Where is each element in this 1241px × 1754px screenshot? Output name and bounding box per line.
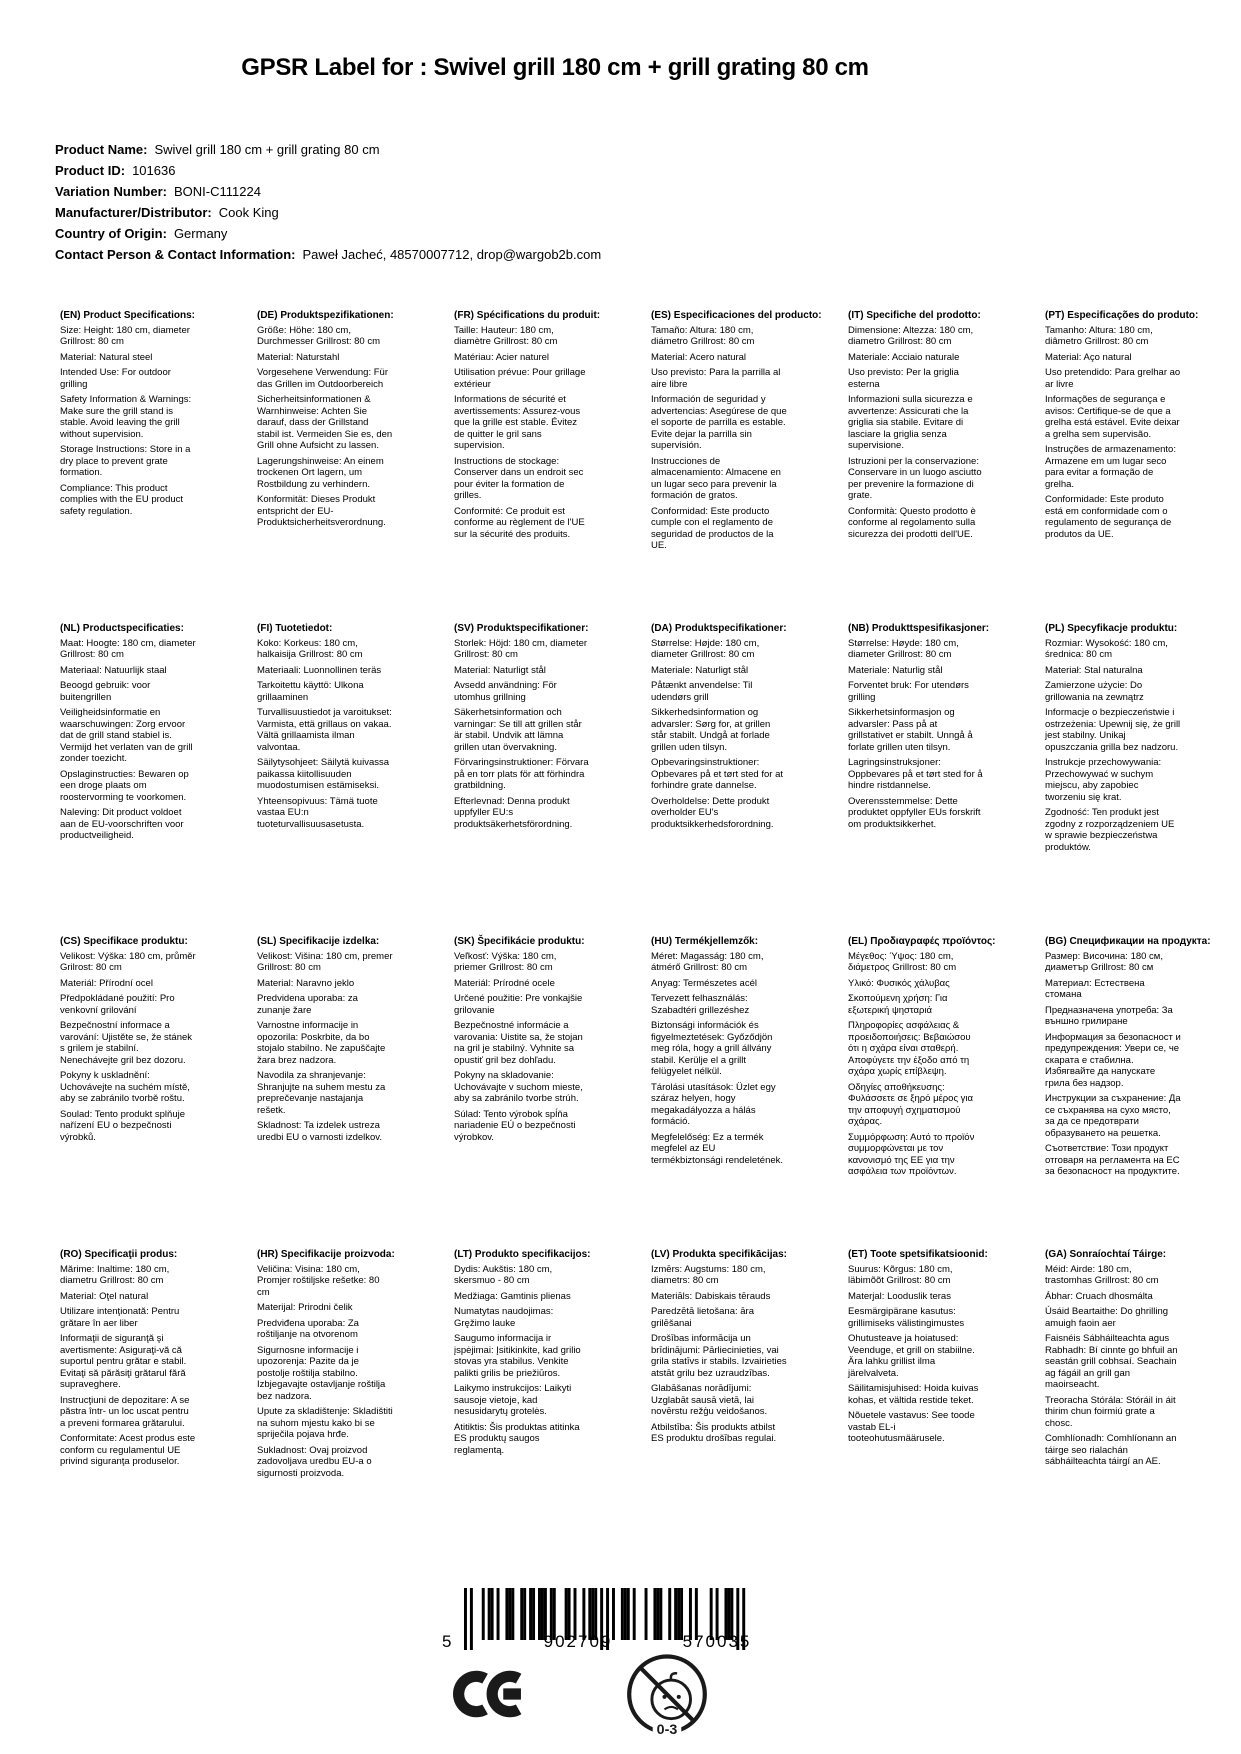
- language-block-paragraph: Varnostne informacije in opozorila: Poskrbite, da bo stojalo stabilno. Ne zapuščajte žara brez nadzora.: [257, 1020, 386, 1066]
- language-block-paragraph: Bezpečnostní informace a varování: Ujistěte se, že stánek s grilem je stabilní. Nenechávejte gril bez dozoru.: [60, 1020, 193, 1066]
- language-block-paragraph: Conformità: Questo prodotto è conforme al regolamento sulla sicurezza dei prodotti dell'UE.: [848, 505, 976, 540]
- language-block-paragraph: Förvaringsinstruktioner: Förvara på en torr plats för att förhindra gratbildning.: [454, 757, 589, 791]
- age-warning-0-3-icon: [625, 1652, 709, 1740]
- language-block-paragraph: Laikymo instrukcijos: Laikyti sausoje vietoje, kad nesusidarytų grotelės.: [454, 1383, 572, 1417]
- language-block-paragraph: Størrelse: Høyde: 180 cm, diameter Grillrost: 80 cm: [848, 637, 959, 660]
- language-block-nb: [848, 623, 990, 936]
- language-block-paragraph: Materiál: Přírodní ocel: [60, 977, 153, 989]
- language-block-paragraph: Πληροφορίες ασφάλειας & προειδοποιήσεις: Βεβαιώσου ότι η σχάρα είναι σταθερή. Αποφύγετε την έξοδο από τη σχάρα χωρίς επίβλεψη.: [848, 1020, 971, 1077]
- language-block-heading: (RO) Specificaţii produs:: [60, 1249, 178, 1260]
- language-block-paragraph: Suurus: Kõrgus: 180 cm, läbimõõt Grillrost: 80 cm: [848, 1263, 953, 1286]
- barcode-digits-right: 570035: [682, 1632, 752, 1651]
- language-block-paragraph: Sikkerhedsinformation og advarsler: Sørg for, at grillen står stabilt. Undgå at forlade grillen uden tilsyn.: [651, 707, 771, 753]
- language-block-paragraph: Veličina: Visina: 180 cm, Promjer roštiljske rešetke: 80 cm: [257, 1263, 380, 1298]
- barcode-digit-prefix: 5: [442, 1632, 452, 1651]
- language-block-hr: [257, 1249, 393, 1562]
- product-info-row: [55, 223, 601, 244]
- language-block-heading: (CS) Specifikace produktu:: [60, 936, 188, 947]
- product-info-label: Product ID:: [55, 163, 126, 178]
- language-block-heading: (LT) Produkto specifikacijos:: [454, 1249, 591, 1260]
- language-block-heading: (SV) Produktspecifikationer:: [454, 623, 589, 634]
- product-info-value: BONI-C111224: [173, 184, 261, 199]
- language-block-paragraph: Instrucciones de almacenamiento: Almacene en un lugar seco para prevenir la formación de gratos.: [651, 455, 781, 501]
- language-block-paragraph: Ábhar: Cruach dhosmálta: [1045, 1290, 1153, 1302]
- language-block-paragraph: Tervezett felhasználás: Szabadtéri grillezéshez: [651, 993, 750, 1016]
- language-block-heading: (IT) Specifiche del prodotto:: [848, 310, 981, 321]
- language-block-paragraph: Turvallisuustiedot ja varoitukset: Varmista, että grillaus on vakaa. Vältä grillaamista ilman valvontaa.: [257, 707, 392, 753]
- language-block-paragraph: Informaţii de siguranţă şi avertismente: Asiguraţi-vă că suportul pentru grătar e stabil. Evitaţi să părăsiţi grătarul fără supraveghere.: [60, 1333, 187, 1390]
- language-block-paragraph: Conformidade: Este produto está em conformidade com o regulamento de segurança de produtos da UE.: [1045, 494, 1172, 540]
- language-block-heading: (SK) Špecifikácie produktu:: [454, 936, 585, 947]
- language-block-fi: [257, 623, 393, 936]
- language-block-et: [848, 1249, 988, 1562]
- language-block-heading: (NB) Produkttspesifikasjoner:: [848, 623, 990, 634]
- language-block-paragraph: Compliance: This product complies with the EU product safety regulation.: [60, 482, 184, 517]
- language-block-pl: [1045, 623, 1181, 936]
- product-info-value: 101636: [132, 163, 176, 178]
- product-info-row: [55, 160, 601, 181]
- language-blocks-grid: [60, 310, 1211, 1562]
- language-block-de: [257, 310, 393, 623]
- language-block-paragraph: Izmērs: Augstums: 180 cm, diametrs: 80 cm: [651, 1263, 766, 1286]
- language-block-pt: [1045, 310, 1199, 623]
- language-block-paragraph: Instruções de armazenamento: Armazene em um lugar seco para evitar a formação de grelha.: [1045, 444, 1176, 490]
- language-block-paragraph: Materijal: Prirodni čelik: [257, 1302, 353, 1313]
- language-block-paragraph: Uso previsto: Para la parrilla al aire libre: [651, 367, 781, 390]
- language-block-paragraph: Navodila za shranjevanje: Shranjujte na suhem mestu za preprečevanje nastajanja rešetk.: [257, 1070, 386, 1116]
- language-block-paragraph: Maat: Hoogte: 180 cm, diameter Grillrost: 80 cm: [60, 637, 196, 660]
- language-block-paragraph: Yhteensopivuus: Tämä tuote vastaa EU:n tuoteturvallisuusasetusta.: [257, 795, 378, 830]
- language-block-heading: (DA) Produktspecifikationer:: [651, 623, 787, 634]
- language-block-da: [651, 623, 787, 936]
- language-block-paragraph: Overholdelse: Dette produkt overholder EU's produktsikkerhedsforordning.: [651, 795, 774, 830]
- language-block-fr: [454, 310, 601, 623]
- language-block-paragraph: Sigurnosne informacije i upozorenja: Pazite da je postolje roštilja stabilno. Izbjegavajte ostavljanje roštilja bez nadzora.: [257, 1344, 386, 1402]
- language-block-paragraph: Eesmärgipärane kasutus: grillimiseks välistingimustes: [848, 1306, 965, 1329]
- language-block-paragraph: Säkerhetsinformation och varningar: Se till att grillen står är stabil. Undvik att lämna grillen utan övervakning.: [454, 707, 582, 753]
- language-block-paragraph: Informazioni sulla sicurezza e avvertenze: Assicurati che la griglia sia stabile. Evitare di lasciare la griglia senza supervisione.: [848, 394, 973, 451]
- language-block-paragraph: Sicherheitsinformationen & Warnhinweise: Achten Sie darauf, dass der Grillstand stabil ist. Vermeiden Sie es, den Grill ohne Aufsicht zu lassen.: [257, 394, 393, 451]
- ce-mark-icon: [452, 1666, 534, 1722]
- language-block-sl: [257, 936, 393, 1249]
- language-block-paragraph: Avsedd användning: För utomhus grillning: [454, 680, 557, 703]
- language-block-paragraph: Megfelelőség: Ez a termék megfelel az EU termékbiztonsági rendeletének.: [651, 1131, 784, 1166]
- language-block-paragraph: Materiale: Acciaio naturale: [848, 351, 960, 363]
- language-block-paragraph: Размер: Височина: 180 см, диаметър Grillrost: 80 см: [1045, 950, 1163, 973]
- language-block-sv: [454, 623, 590, 936]
- language-block-heading: (ET) Toote spetsifikatsioonid:: [848, 1249, 988, 1260]
- language-block-paragraph: Taille: Hauteur: 180 cm, diamètre Grillrost: 80 cm: [454, 324, 558, 347]
- language-block-paragraph: Lagringsinstruksjoner: Oppbevares på et tørt sted for å hindre ristdannelse.: [848, 757, 983, 791]
- language-block-paragraph: Naleving: Dit product voldoet aan de EU-voorschriften voor productveiligheid.: [60, 807, 184, 841]
- language-block-paragraph: Medžiaga: Gamtinis plienas: [454, 1290, 571, 1302]
- language-block-paragraph: Comhlíonadh: Comhlíonann an táirge seo rialachán sábháilteachta táirgí an AE.: [1045, 1433, 1177, 1467]
- language-block-paragraph: Storlek: Höjd: 180 cm, diameter Grillrost: 80 cm: [454, 637, 588, 660]
- product-info-row: [55, 244, 601, 265]
- language-block-paragraph: Overensstemmelse: Dette produktet oppfyller EUs forskrift om produktsikkerhet.: [848, 795, 981, 830]
- language-block-paragraph: Storage Instructions: Store in a dry place to prevent grate formation.: [60, 444, 191, 478]
- language-block-paragraph: Saugumo informacija ir įspėjimai: Įsitikinkite, kad grilio stovas yra stabilus. Venkite palikti grilis be priežiūros.: [454, 1333, 581, 1379]
- language-block-paragraph: Bezpečnostné informácie a varovania: Uistite sa, že stojan na gril je stabilný. Vyhnite sa opustiť gril bez dohľadu.: [454, 1020, 583, 1066]
- language-block-paragraph: Conformidad: Este producto cumple con el reglamento de seguridad de productos de la UE.: [651, 505, 774, 551]
- language-block-paragraph: Tamaño: Altura: 180 cm, diámetro Grillrost: 80 cm: [651, 324, 755, 347]
- language-block-heading: (FI) Tuotetiedot:: [257, 623, 333, 634]
- language-block-heading: (NL) Productspecificaties:: [60, 623, 184, 634]
- product-info-value: Swivel grill 180 cm + grill grating 80 cm: [154, 142, 380, 157]
- language-block-paragraph: Съответствие: Този продукт отговаря на регламента на ЕС за безопасност на продуктите.: [1045, 1143, 1180, 1177]
- language-block-paragraph: Treoracha Stórála: Stóráil in áit thirim chun foirmiú grate a chosc.: [1045, 1394, 1176, 1429]
- language-block-paragraph: Opbevaringsinstruktioner: Opbevares på et tørt sted for at forhindre grate dannelse.: [651, 757, 784, 791]
- language-block-heading: (FR) Spécifications du produit:: [454, 310, 601, 321]
- language-block-paragraph: Glabāšanas norādījumi: Uzglabāt sausā vietā, lai novērstu režģu veidošanos.: [651, 1383, 768, 1417]
- language-block-paragraph: Conformité: Ce produit est conforme au règlement de l'UE sur la sécurité des produits.: [454, 505, 585, 540]
- language-block-bg: [1045, 936, 1211, 1249]
- language-block-paragraph: Efterlevnad: Denna produkt uppfyller EU:s produktsäkerhetsförordning.: [454, 795, 573, 830]
- language-block-heading: (LV) Produkta specifikācijas:: [651, 1249, 787, 1260]
- language-block-paragraph: Predviđena uporaba: Za roštiljanje na otvorenom: [257, 1317, 359, 1340]
- ean-barcode: [442, 1588, 752, 1660]
- language-block-paragraph: Material: Naturligt stål: [454, 664, 546, 676]
- language-block-sk: [454, 936, 590, 1249]
- language-block-paragraph: Safety Information & Warnings: Make sure the grill stand is stable. Avoid leaving the grill without supervision.: [60, 394, 192, 440]
- language-block-paragraph: Предназначена употреба: За външно грилиране: [1045, 1004, 1173, 1027]
- language-block-paragraph: Størrelse: Højde: 180 cm, diameter Grillrost: 80 cm: [651, 637, 760, 660]
- product-info-row: [55, 139, 601, 160]
- language-block-paragraph: Tárolási utasítások: Üzlet egy száraz helyen, hogy megakadályozza a hálás formáció.: [651, 1081, 776, 1127]
- language-block-nl: [60, 623, 196, 936]
- product-info-label: Contact Person & Contact Information:: [55, 247, 296, 262]
- language-block-ga: [1045, 1249, 1181, 1562]
- language-block-paragraph: Numatytas naudojimas: Gręžimo lauke: [454, 1306, 554, 1329]
- language-block-ro: [60, 1249, 196, 1562]
- language-block-paragraph: Материал: Естествена стомана: [1045, 977, 1145, 1000]
- language-block-heading: (ES) Especificaciones del producto:: [651, 310, 822, 321]
- language-block-paragraph: Koko: Korkeus: 180 cm, halkaisija Grillrost: 80 cm: [257, 637, 363, 660]
- language-block-paragraph: Velikost: Výška: 180 cm, průměr Grilrost: 80 cm: [60, 950, 196, 973]
- product-info-label: Manufacturer/Distributor:: [55, 205, 212, 220]
- language-block-paragraph: Größe: Höhe: 180 cm, Durchmesser Grillrost: 80 cm: [257, 324, 380, 347]
- language-block-paragraph: Méret: Magasság: 180 cm, átmérő Grillrost: 80 cm: [651, 950, 764, 973]
- language-block-paragraph: Zgodność: Ten produkt jest zgodny z rozporządzeniem UE w sprawie bezpieczeństwa produktów.: [1045, 807, 1175, 853]
- language-block-hu: [651, 936, 787, 1249]
- language-block-paragraph: Σκοπούμενη χρήση: Για εξωτερική ψησταριά: [848, 993, 948, 1016]
- language-block-heading: (SL) Specifikacije izdelka:: [257, 936, 380, 947]
- language-block-paragraph: Lagerungshinweise: An einem trockenen Ort lagern, um Rostbildung zu verhindern.: [257, 455, 384, 490]
- language-block-paragraph: Méid: Airde: 180 cm, trastomhas Grillrost: 80 cm: [1045, 1263, 1159, 1286]
- language-block-heading: (PL) Specyfikacje produktu:: [1045, 623, 1178, 634]
- language-block-paragraph: Säilitamisjuhised: Hoida kuivas kohas, et vältida restide teket.: [848, 1383, 979, 1406]
- language-block-paragraph: Skladnost: Ta izdelek ustreza uredbi EU o varnosti izdelkov.: [257, 1120, 382, 1143]
- language-block-paragraph: Ohutusteave ja hoiatused: Veenduge, et grill on stabiilne. Ära lahku grillist ilma järelvalveta.: [848, 1333, 975, 1379]
- page-title: GPSR Label for : Swivel grill 180 cm + grill grating 80 cm: [241, 54, 869, 81]
- language-block-heading: (EL) Προδιαγραφές προϊόντος:: [848, 936, 996, 947]
- language-block-paragraph: Veiligheidsinformatie en waarschuwingen: Zorg ervoor dat de grill stand stabiel is. Vermijd het verlaten van de grill zonder toezicht.: [60, 707, 193, 764]
- language-block-paragraph: Tarkoitettu käyttö: Ulkona grillaaminen: [257, 680, 364, 703]
- language-block-paragraph: Pokyny k uskladnění: Uchovávejte na suchém místě, aby se zabránilo tvorbě roštu.: [60, 1070, 190, 1104]
- language-block-paragraph: Conformitate: Acest produs este conform cu regulamentul UE privind siguranţa produselor.: [60, 1433, 196, 1467]
- product-info-label: Product Name:: [55, 142, 148, 157]
- language-block-paragraph: Materiaal: Natuurlijk staal: [60, 664, 167, 676]
- language-block-paragraph: Atitiktis: Šis produktas atitinka ES produktų saugos reglamentą.: [454, 1421, 580, 1456]
- language-block-paragraph: Informations de sécurité et avertissements: Assurez-vous que la grille est stable. Évitez de quitter le gril sans supervision.: [454, 394, 581, 451]
- language-block-paragraph: Materiale: Naturlig stål: [848, 664, 943, 676]
- language-block-paragraph: Utilizare intenţionată: Pentru grătare în aer liber: [60, 1306, 180, 1329]
- language-block-paragraph: Material: Oţel natural: [60, 1290, 149, 1302]
- language-block-paragraph: Dimensione: Altezza: 180 cm, diametro Grillrost: 80 cm: [848, 324, 974, 347]
- language-block-paragraph: Instrucţiuni de depozitare: A se păstra într- un loc uscat pentru a preveni formarea grătarului.: [60, 1394, 190, 1429]
- language-block-paragraph: Materiál: Prírodné ocele: [454, 977, 555, 989]
- language-block-paragraph: Οδηγίες αποθήκευσης: Φυλάσσετε σε ξηρό μέρος για την αποφυγή σχηματισμού σχάρας.: [848, 1081, 974, 1127]
- language-block-heading: (HR) Specifikacije proizvoda:: [257, 1249, 395, 1260]
- language-block-paragraph: Material: Natural steel: [60, 351, 153, 363]
- language-block-paragraph: Upute za skladištenje: Skladištiti na suhom mjestu kako bi se spriječila pojava hrđe.: [257, 1406, 393, 1440]
- language-block-paragraph: Materjal: Looduslik teras: [848, 1290, 951, 1302]
- language-block-paragraph: Tamanho: Altura: 180 cm, diâmetro Grillrost: 80 cm: [1045, 324, 1153, 347]
- language-block-cs: [60, 936, 196, 1249]
- language-block-paragraph: Informacje o bezpieczeństwie i ostrzeżenia: Upewnij się, że grill jest stabilny. Unikaj opuszczania grilla bez nadzoru.: [1045, 707, 1181, 753]
- language-block-paragraph: Material: Aço natural: [1045, 351, 1132, 363]
- language-block-paragraph: Υλικό: Φυσικός χάλυβας: [848, 977, 950, 989]
- language-block-paragraph: Materiaali: Luonnollinen teräs: [257, 664, 382, 676]
- language-block-paragraph: Informações de segurança e avisos: Certifique-se de que a grelha está estável. Evite deixar a grelha sem supervisão.: [1045, 394, 1180, 440]
- language-block-heading: (BG) Спецификации на продукта:: [1045, 936, 1211, 947]
- language-block-paragraph: Uso previsto: Per la griglia esterna: [848, 367, 959, 390]
- product-info-row: [55, 181, 601, 202]
- language-block-paragraph: Konformität: Dieses Produkt entspricht der EU-Produktsicherheitsverordnung.: [257, 494, 386, 528]
- language-block-paragraph: Instructions de stockage: Conserver dans un endroit sec pour éviter la formation de grilles.: [454, 455, 584, 501]
- language-block-paragraph: Atbilstība: Šis produkts atbilst ES produktu drošības regulai.: [651, 1421, 777, 1444]
- language-block-paragraph: Zamierzone użycie: Do grillowania na zewnątrz: [1045, 680, 1144, 703]
- language-block-paragraph: Συμμόρφωση: Αυτό το προϊόν συμμορφώνεται με τον κανονισμό της ΕΕ για την ασφάλεια των προϊόντων.: [848, 1131, 975, 1177]
- language-block-paragraph: Μέγεθος: Ύψος: 180 cm, διάμετρος Grillrost: 80 cm: [848, 950, 957, 973]
- language-block-paragraph: Soulad: Tento produkt splňuje nařízení EU o bezpečnosti výrobků.: [60, 1108, 185, 1143]
- language-block-paragraph: Biztonsági információk és figyelmeztetések: Győződjön meg róla, hogy a grill állvány stabil. Kerülje el a grillt felügyelet nélkül.: [651, 1020, 773, 1077]
- language-block-el: [848, 936, 996, 1249]
- language-block-lt: [454, 1249, 590, 1562]
- language-block-paragraph: Size: Height: 180 cm, diameter Grillrost: 80 cm: [60, 324, 190, 347]
- language-block-paragraph: Predvidena uporaba: za zunanje žare: [257, 993, 358, 1016]
- language-block-paragraph: Opslaginstructies: Bewaren op een droge plaats om roostervorming te voorkomen.: [60, 768, 189, 803]
- language-block-paragraph: Nõuetele vastavus: See toode vastab EL-i tooteohutusmäärusele.: [848, 1410, 975, 1444]
- language-block-paragraph: Veľkosť: Výška: 180 cm, priemer Grillrost: 80 cm: [454, 950, 557, 973]
- language-block-paragraph: Velikost: Višina: 180 cm, premer Grillrost: 80 cm: [257, 950, 393, 973]
- age-warning-label: 0-3: [656, 1721, 678, 1738]
- language-block-it: [848, 310, 984, 623]
- language-block-paragraph: Material: Acero natural: [651, 351, 747, 363]
- language-block-paragraph: Säilytysohjeet: Säilytä kuivassa paikassa kiitollisuuden muodostumisen estämiseksi.: [257, 757, 390, 791]
- product-info-value: Germany: [173, 226, 228, 241]
- language-block-paragraph: Инструкции за съхранение: Да се съхранява на сухо място, за да се предотврати образуването на решетка.: [1045, 1093, 1181, 1139]
- language-block-paragraph: Информация за безопасност и предупреждения: Увери се, че скарата е стабилна. Избягвайте да напускате грила без надзор.: [1045, 1031, 1181, 1089]
- language-block-paragraph: Material: Naturstahl: [257, 351, 340, 363]
- barcode-digits-left: 902709: [543, 1632, 613, 1651]
- product-info: [55, 139, 601, 265]
- language-block-paragraph: Istruzioni per la conservazione: Conservare in un luogo asciutto per prevenire la formazione di grate.: [848, 455, 982, 501]
- language-block-paragraph: Påtænkt anvendelse: Til udendørs grill: [651, 680, 753, 703]
- language-block-paragraph: Beoogd gebruik: voor buitengrillen: [60, 680, 151, 703]
- language-block-paragraph: Materiale: Naturligt stål: [651, 664, 749, 676]
- language-block-paragraph: Matériau: Acier naturel: [454, 351, 550, 363]
- language-block-paragraph: Sikkerhetsinformasjon og advarsler: Pass på at grillstativet er stabilt. Unngå å forlate grillen uten tilsyn.: [848, 707, 973, 753]
- language-block-paragraph: Dydis: Aukštis: 180 cm, skersmuo - 80 cm: [454, 1263, 553, 1286]
- language-block-lv: [651, 1249, 787, 1562]
- product-info-value: Cook King: [218, 205, 279, 220]
- language-block-paragraph: Forventet bruk: For utendørs grilling: [848, 680, 969, 703]
- language-block-paragraph: Předpokládané použití: Pro venkovní grilování: [60, 993, 175, 1016]
- product-info-label: Country of Origin:: [55, 226, 167, 241]
- language-block-paragraph: Uso pretendido: Para grelhar ao ar livre: [1045, 367, 1181, 390]
- language-block-paragraph: Información de seguridad y advertencias: Asegúrese de que el soporte de parrilla es estable. Evite dejar la parrilla sin supervisión.: [651, 394, 787, 451]
- language-block-paragraph: Sukladnost: Ovaj proizvod zadovoljava uredbu EU-a o sigurnosti proizvoda.: [257, 1444, 372, 1479]
- language-block-paragraph: Anyag: Természetes acél: [651, 977, 757, 989]
- language-block-paragraph: Materiāls: Dabiskais tērauds: [651, 1290, 771, 1302]
- language-block-paragraph: Úsáid Beartaithe: Do ghrilling amuigh faoin aer: [1045, 1306, 1169, 1329]
- language-block-paragraph: Súlad: Tento výrobok spĺňa nariadenie EÚ o bezpečnosti výrobkov.: [454, 1108, 576, 1143]
- language-block-paragraph: Materiał: Stal naturalna: [1045, 664, 1143, 676]
- language-block-paragraph: Paredzētā lietošana: āra grilēšanai: [651, 1306, 754, 1329]
- language-block-heading: (GA) Sonraíochtaí Táirge:: [1045, 1249, 1167, 1260]
- language-block-heading: (DE) Produktspezifikationen:: [257, 310, 394, 321]
- language-block-heading: (HU) Termékjellemzők:: [651, 936, 759, 947]
- product-info-row: [55, 202, 601, 223]
- language-block-paragraph: Drošības informācija un brīdinājumi: Pārliecinieties, vai grila statīvs ir stabils. Izvairieties atstāt grilu bez uzraudzības.: [651, 1333, 787, 1379]
- language-block-es: [651, 310, 822, 623]
- language-block-paragraph: Intended Use: For outdoor grilling: [60, 367, 171, 390]
- language-block-paragraph: Instrukcje przechowywania: Przechowywać w suchym miejscu, aby zapobiec tworzeniu się krat.: [1045, 757, 1162, 803]
- language-block-paragraph: Určené použitie: Pre vonkajšie grilovanie: [454, 993, 583, 1016]
- language-block-paragraph: Pokyny na skladovanie: Uchovávajte v suchom mieste, aby sa zabránilo tvorbe strúh.: [454, 1070, 583, 1104]
- language-block-heading: (EN) Product Specifications:: [60, 310, 196, 321]
- language-block-paragraph: Material: Naravno jeklo: [257, 977, 355, 989]
- language-block-paragraph: Utilisation prévue: Pour grillage extérieur: [454, 367, 586, 390]
- language-block-paragraph: Vorgesehene Verwendung: Für das Grillen im Outdoorbereich: [257, 367, 388, 390]
- language-block-en: [60, 310, 196, 623]
- language-block-heading: (PT) Especificações do produto:: [1045, 310, 1199, 321]
- language-block-paragraph: Rozmiar: Wysokość: 180 cm, średnica: 80 cm: [1045, 637, 1168, 660]
- product-info-value: Paweł Jacheć, 48570007712, drop@wargob2b.com: [302, 247, 602, 262]
- language-block-paragraph: Mărime: Inaltime: 180 cm, diametru Grillrost: 80 cm: [60, 1263, 170, 1286]
- product-info-label: Variation Number:: [55, 184, 167, 199]
- language-block-paragraph: Faisnéis Sábháilteachta agus Rabhadh: Bí cinnte go bhfuil an seastán grill cobhsaí. Seachain ag fágáil an grill gan maoirseacht.: [1045, 1333, 1178, 1390]
